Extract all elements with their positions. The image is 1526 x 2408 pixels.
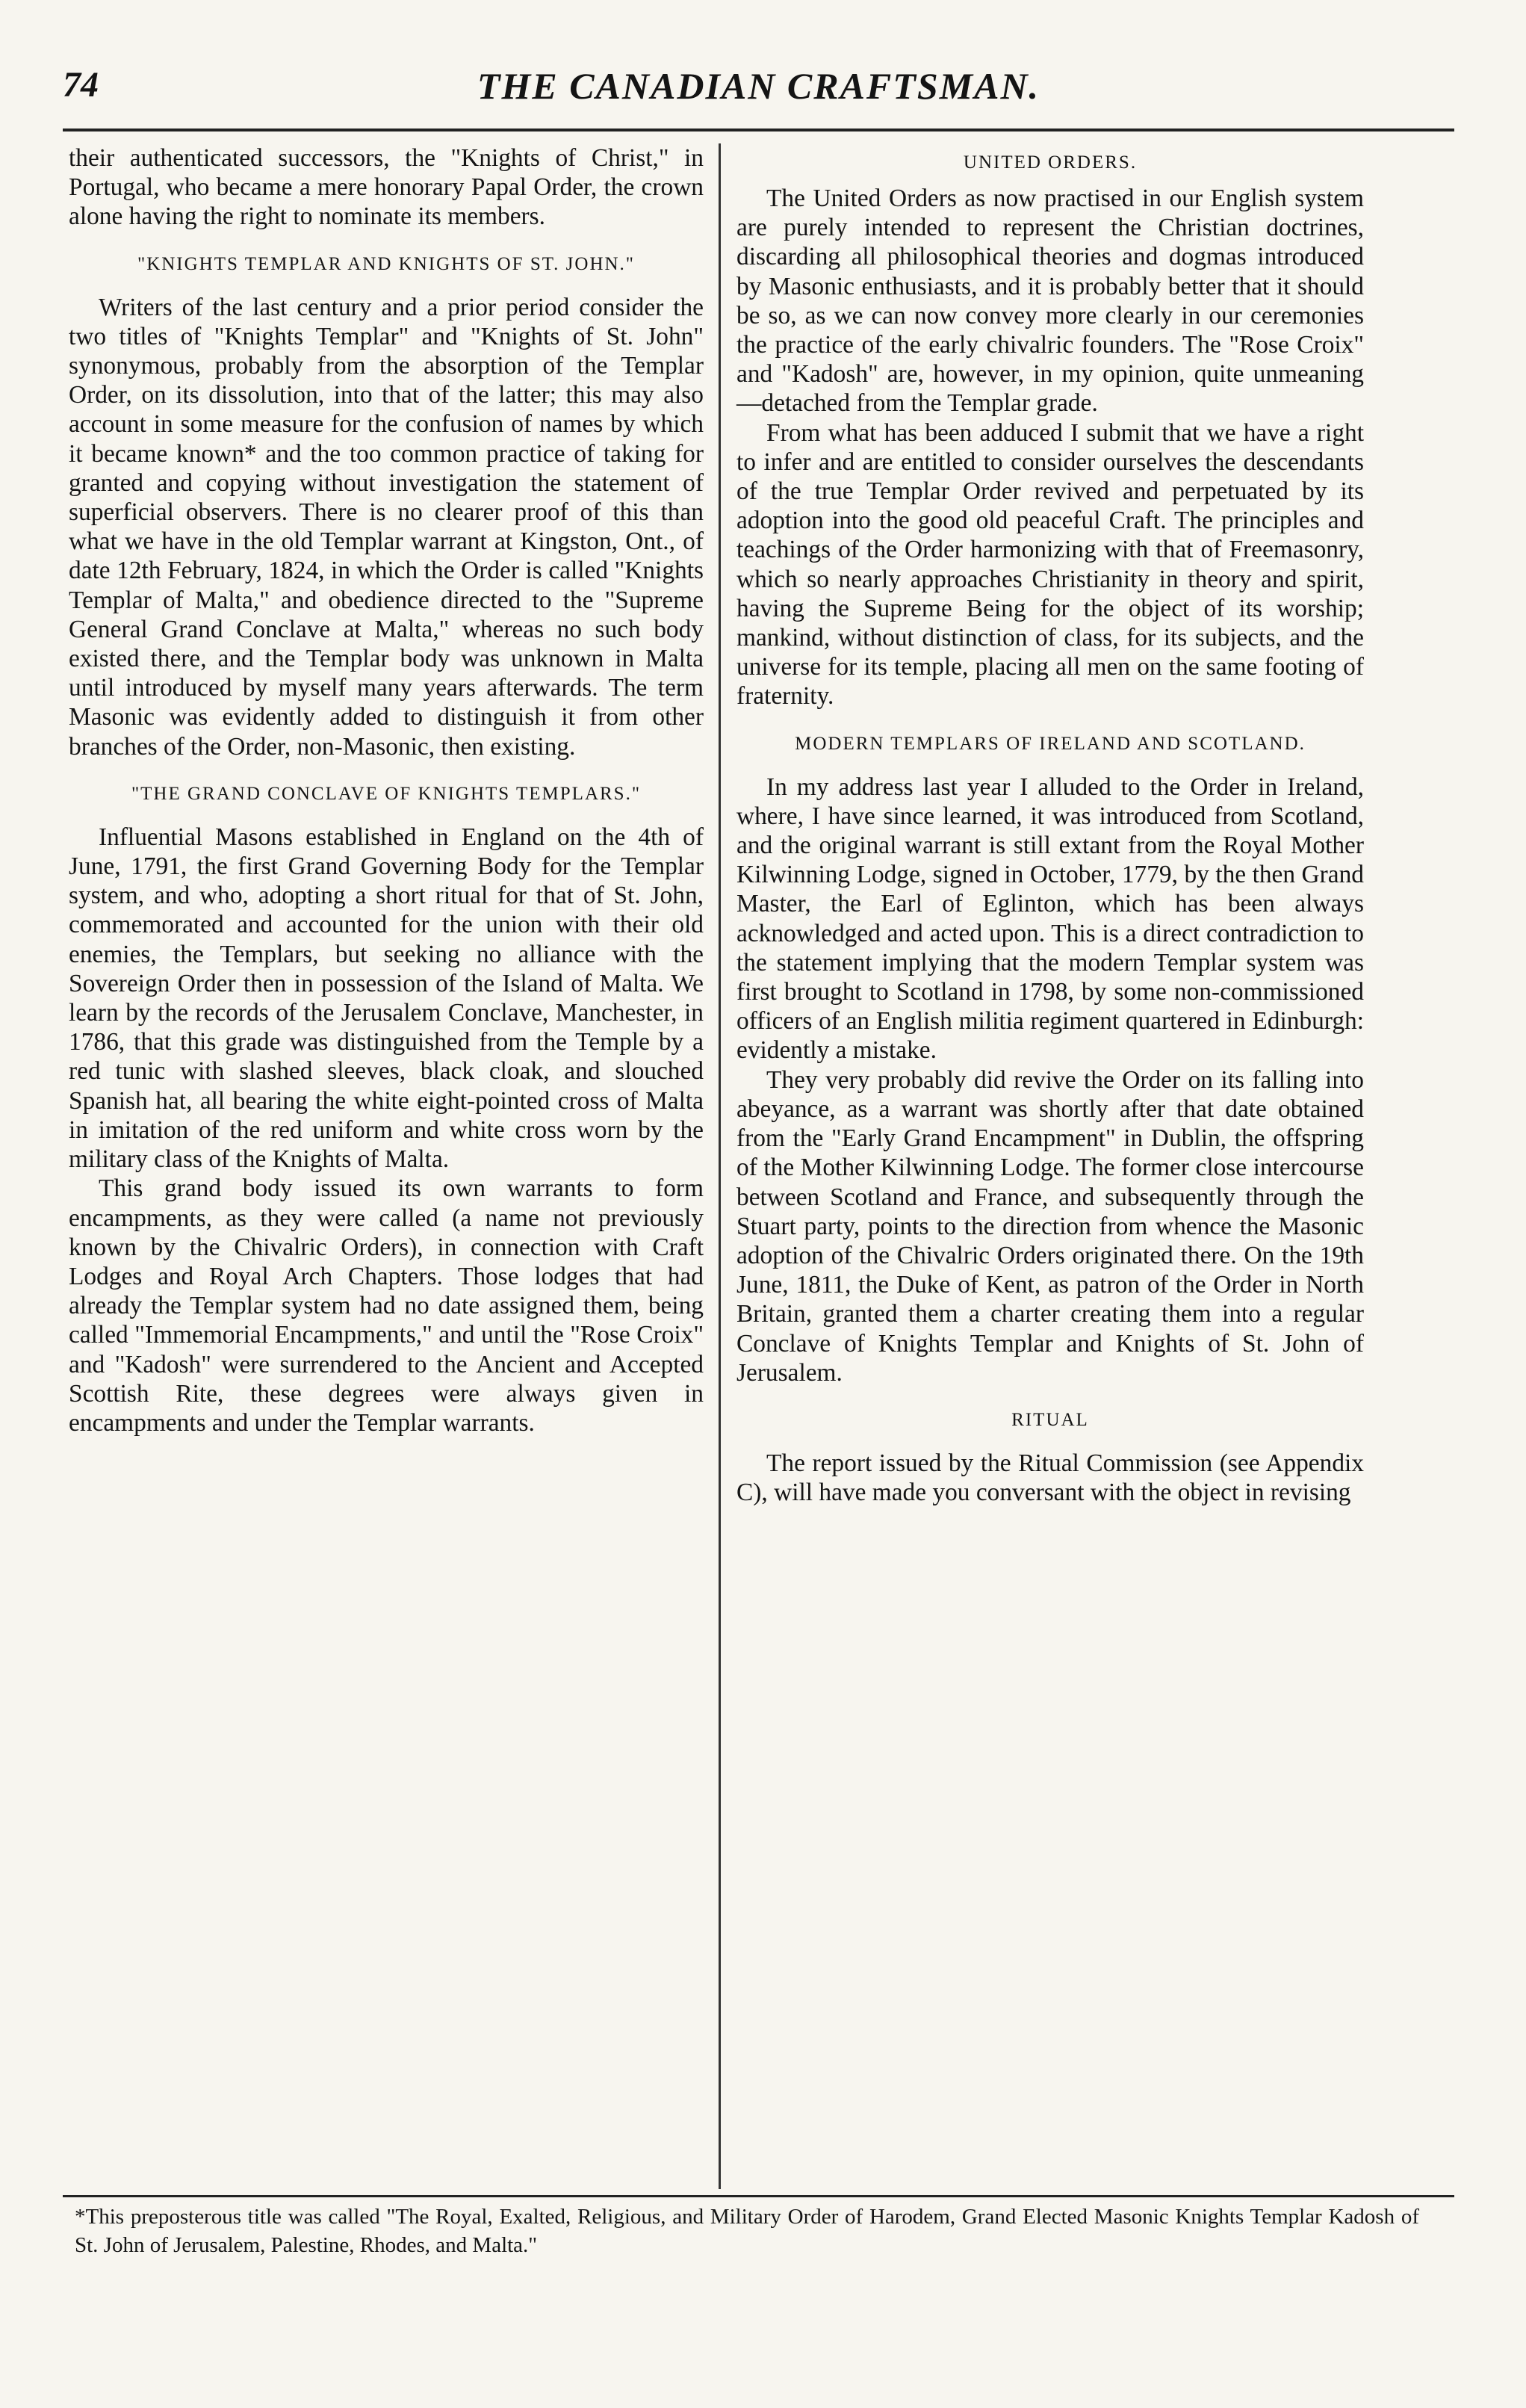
section-heading: MODERN TEMPLARS OF IRELAND AND SCOTLAND.: [795, 733, 1306, 754]
column-divider: [719, 143, 721, 2189]
paragraph: From what has been adduced I submit that we have a right to infer and are entitled to consider ourselves the descendants of the true Templar Order revived and perpetuated by its adoption into the good old peaceful Craft. The principles and teachings of the Order harmonizing with that of Freemasonry, which so nearly approaches Christianity in theory and spirit, having the Supreme Being for the object of its worship; mankind, without distinction of class, for its subjects, and the universe for its temple, placing all men on the same footing of fraternity.: [736, 418, 1364, 711]
paragraph: their authenticated successors, the "Knights of Christ," in Portugal, who became a mere honorary Papal Order, the crown alone having the right to nominate its members.: [69, 144, 704, 231]
paragraph: Writers of the last century and a prior period consider the two titles of "Knights Templar" and "Knights of St. John" synonymous, probably from the absorption of the Templar Order, on its dissolution, into that of the latter; this may also account in some measure for the confusion of names by which it became known* and the too common practice of taking for granted and copying without investigation the statement of superficial observers. There is no clearer proof of this than what we have in the old Templar warrant at Kingston, Ont., of date 12th February, 1824, in which the Order is called "Knights Templar of Malta," and obedience directed to the "Supreme General Grand Conclave at Malta," whereas no such body existed there, and the Templar body was unknown in Malta until introduced by myself many years afterwards. The term Masonic was evidently added to distinguish it from other branches of the Order, non-Masonic, then existing.: [69, 293, 704, 761]
paragraph: They very probably did revive the Order on its falling into abeyance, as a warrant was shortly after that date obtained from the "Early Grand Encampment" in Dublin, the offspring of the Mother Kilwinning Lodge. The former close intercourse between Scotland and France, and subsequently through the Stuart party, points to the direction from whence the Masonic adoption of the Chivalric Orders originated there. On the 19th June, 1811, the Duke of Kent, as patron of the Order in North Britain, granted them a charter creating them into a regular Conclave of Knights Templar and Knights of St. John of Jerusalem.: [736, 1065, 1364, 1387]
paragraph: In my address last year I alluded to the Order in Ireland, where, I have since learned, it was introduced from Scotland, and the original warrant is still extant from the Royal Mother Kilwinning Lodge, signed in October, 1779, by the then Grand Master, the Earl of Eglinton, which has been always acknowledged and acted upon. This is a direct contradiction to the statement implying that the modern Templar system was first brought to Scotland in 1798, by some non-commissioned officers of an English militia regiment quartered in Edinburgh: evidently a mistake.: [736, 773, 1364, 1065]
header-rule: [63, 129, 1454, 131]
paragraph: This grand body issued its own warrants to form encampments, as they were called (a name not previously known by the Chivalric Orders), in connection with Craft Lodges and Royal Arch Chapters. Those lodges that had already the Templar system had no date assigned them, being called "Immemorial Encampments," and until the "Rose Croix" and "Kadosh" were surrendered to the Ancient and Accepted Scottish Rite, these degrees were always given in encampments and under the Templar warrants.: [69, 1174, 704, 1437]
section-heading: "KNIGHTS TEMPLAR AND KNIGHTS OF ST. JOHN.": [137, 253, 636, 274]
section-heading: "THE GRAND CONCLAVE OF KNIGHTS TEMPLARS.": [131, 783, 642, 804]
page-number: 74: [63, 65, 99, 105]
right-column: [736, 143, 1364, 1507]
paragraph: The report issued by the Ritual Commission (see Appendix C), will have made you conversant with the object in revising: [736, 1449, 1364, 1507]
footnote-rule: [63, 2195, 1454, 2197]
section-heading: RITUAL: [1011, 1409, 1089, 1430]
journal-title: THE CANADIAN CRAFTSMAN.: [477, 65, 1040, 107]
paragraph: The United Orders as now practised in our English system are purely intended to represent the Christian doctrines, discarding all philosophical theories and dogmas introduced by Masonic enthusiasts, and it is probably better that it should be so, as we can now convey more clearly in our ceremonies the practice of the early chivalric founders. The "Rose Croix" and "Kadosh" are, however, in my opinion, quite unmeaning—detached from the Templar grade.: [736, 185, 1364, 418]
left-column: [69, 143, 704, 1437]
page-header: [63, 64, 1454, 124]
paragraph: Influential Masons established in England on the 4th of June, 1791, the first Grand Governing Body for the Templar system, and who, adopting a short ritual for that of St. John, commemorated and accounted for the union with their old enemies, the Templars, but seeking no alliance with the Sovereign Order then in possession of the Island of Malta. We learn by the records of the Jerusalem Conclave, Manchester, in 1786, that this grade was distinguished from the Temple by a red tunic with slashed sleeves, black cloak, and slouched Spanish hat, all bearing the white eight-pointed cross of Malta in imitation of the red uniform and white cross worn by the military class of the Knights of Malta.: [69, 823, 704, 1174]
footnote: *This preposterous title was called "The Royal, Exalted, Religious, and Military Order of Harodem, Grand Elected Masonic Knights Templar Kadosh of St. John of Jerusalem, Palestine, Rhodes, and Malta.": [75, 2205, 1419, 2257]
section-heading: UNITED ORDERS.: [963, 152, 1138, 173]
